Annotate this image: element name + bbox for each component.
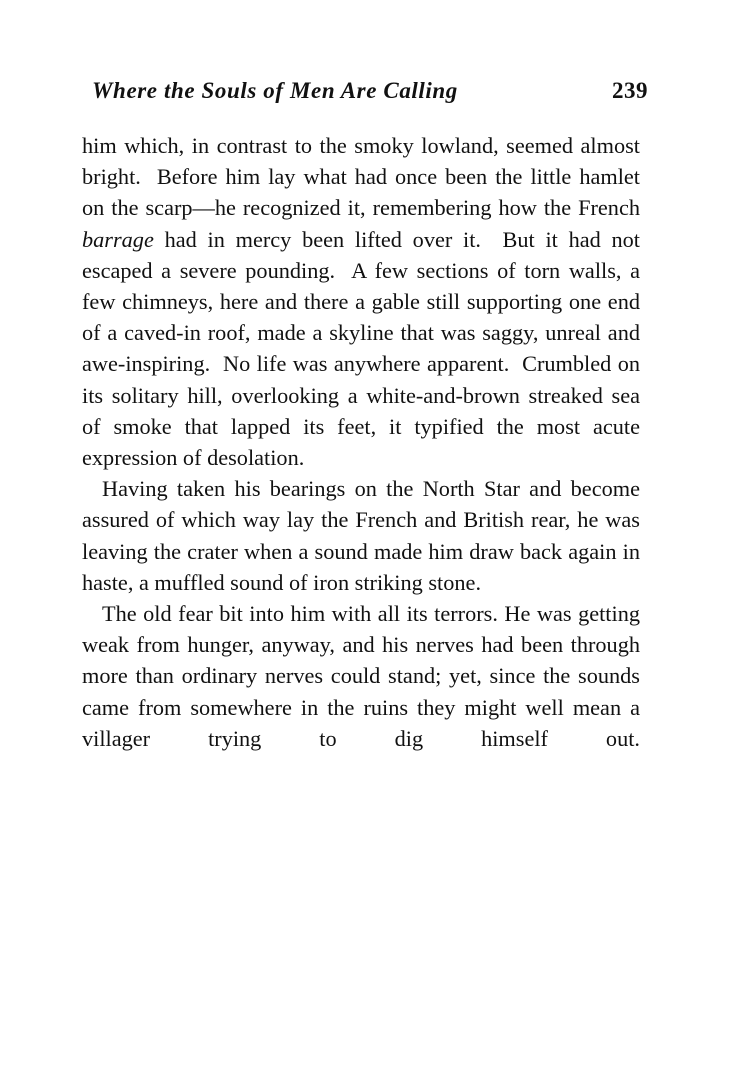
paragraph-text-1: him which, in contrast to the smoky lowland, seemed almost bright. Before him lay what had once been the little hamlet on the scarp—he recognized it, remembering how the French — [82, 133, 640, 221]
paragraph — [82, 130, 640, 473]
page-body — [82, 130, 640, 754]
running-head — [92, 78, 648, 104]
paragraph-text-1b: had in mercy been lifted over it. But it had not escaped a severe pounding. A few sections of torn walls, a few chimneys, here and there a gable still supporting one end of a caved-in roof, made a skyline that was saggy, unreal and awe-inspiring. No life was anywhere apparent. Crumbled on its solitary hill, overlooking a white-and-brown streaked sea of smoke that lapped its feet, it typified the most acute expression of desolation. — [82, 226, 640, 471]
running-head-title: Where the Souls of Men Are Calling — [92, 78, 458, 103]
paragraph: Having taken his bearings on the North Star and become assured of which way lay the French and British rear, he was leaving the crater when a sound made him draw back again in haste, a muffled sound of iron striking stone. — [82, 476, 640, 595]
paragraph: The old fear bit into him with all its terrors. He was getting weak from hunger, anyway, and his nerves had been through more than ordinary nerves could stand; yet, since the sounds came from somewhere in the ruins they might well mean a villager trying to dig himself out. — [82, 601, 640, 751]
italic-word-barrage: barrage — [82, 226, 154, 252]
page-number: 239 — [612, 78, 648, 103]
